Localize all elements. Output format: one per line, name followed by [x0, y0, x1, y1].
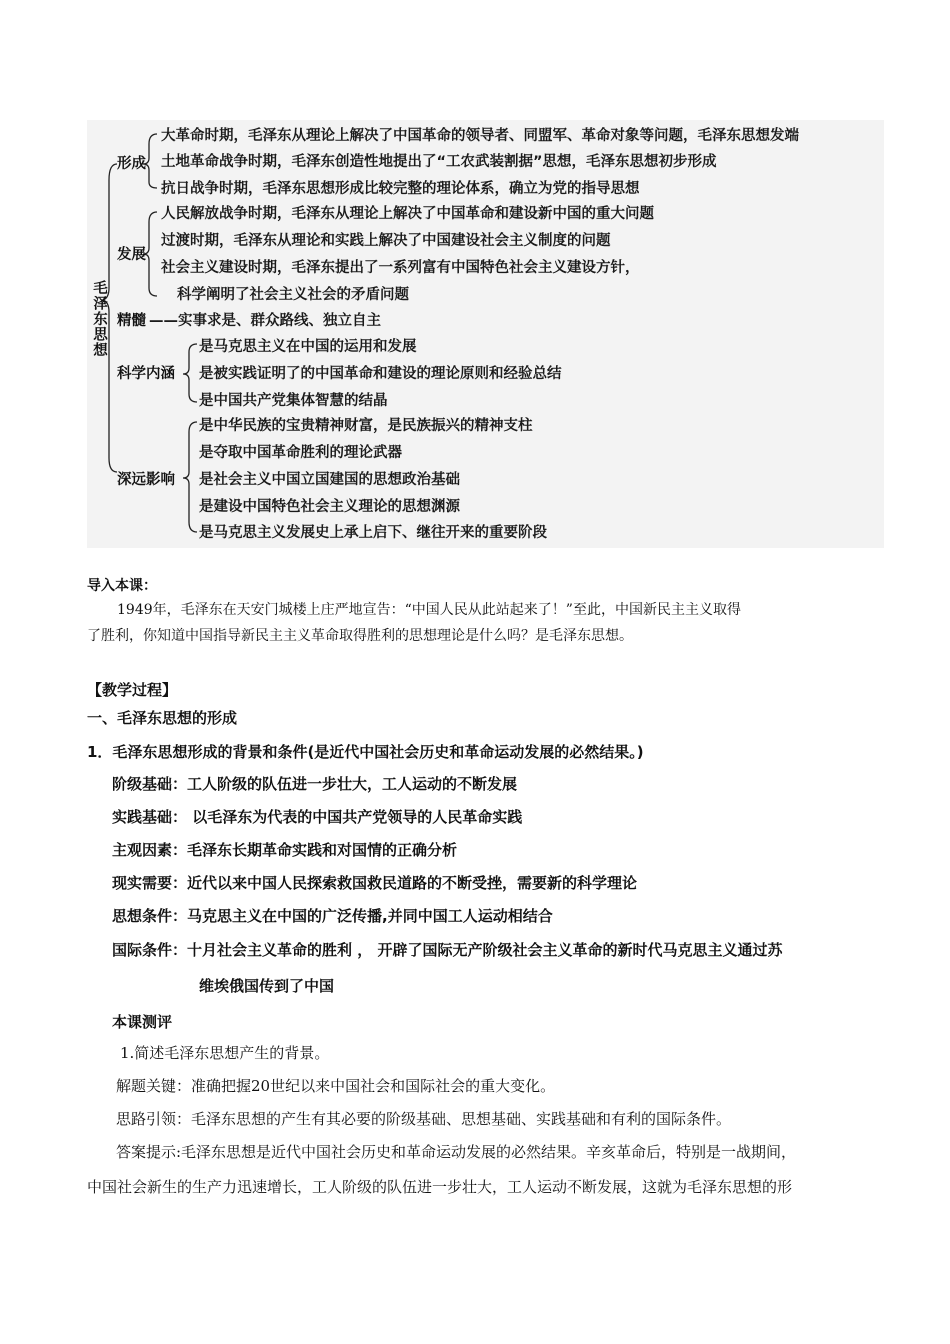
assessment-answer: 中国社会新生的生产力迅速增长，工人阶级的队伍进一步壮大，工人运动不断发展，这就为毛泽东思想的形 [87, 1178, 793, 1196]
influence-item: 是社会主义中国立国建国的思想政治基础 [199, 472, 460, 488]
condition-item: 国际条件：十月社会主义革命的胜利 ， 开辟了国际无产阶级社会主义革命的新时代马克思主义通过苏 [112, 941, 783, 959]
development-item: 过渡时期，毛泽东从理论和实践上解决了中国建设社会主义制度的问题 [161, 233, 611, 249]
intro-heading: 导入本课： [87, 578, 157, 594]
process-heading: 【教学过程】 [87, 681, 178, 699]
condition-item: 主观因素：毛泽东长期革命实践和对国情的正确分析 [112, 841, 458, 859]
essence-text: ——实事求是、群众路线、独立自主 [149, 313, 381, 329]
condition-item: 现实需要：近代以来中国人民探索救国救民道路的不断受挫，需要新的科学理论 [112, 874, 638, 892]
diagram-root-label: 毛泽东思想 [91, 280, 107, 358]
intro-line: 1949年，毛泽东在天安门城楼上庄严地宣告：“中国人民从此站起来了！”至此，中国新民主主义取得 [117, 602, 741, 618]
influence-label: 深远影响 [117, 472, 175, 488]
assessment-heading: 本课测评 [112, 1013, 173, 1031]
formation-item: 抗日战争时期，毛泽东思想形成比较完整的理论体系，确立为党的指导思想 [161, 181, 640, 197]
development-item: 人民解放战争时期，毛泽东从理论上解决了中国革命和建设新中国的重大问题 [161, 206, 654, 222]
influence-item: 是马克思主义发展史上承上启下、继往开来的重要阶段 [199, 525, 547, 541]
assessment-key: 解题关键：准确把握20世纪以来中国社会和国际社会的重大变化。 [116, 1077, 556, 1095]
formation-item: 大革命时期，毛泽东从理论上解决了中国革命的领导者、同盟军、革命对象等问题，毛泽东思想发端 [161, 128, 799, 144]
intro-line: 了胜利，你知道中国指导新民主主义革命取得胜利的思想理论是什么吗？是毛泽东思想。 [87, 628, 633, 644]
development-item: 社会主义建设时期，毛泽东提出了一系列富有中国特色社会主义建设方针， [161, 260, 640, 276]
condition-item: 实践基础： 以毛泽东为代表的中国共产党领导的人民革命实践 [112, 808, 523, 826]
connotation-item: 是被实践证明了的中国革命和建设的理论原则和经验总结 [199, 366, 562, 382]
assessment-guide: 思路引领：毛泽东思想的产生有其必要的阶级基础、思想基础、实践基础和有利的国际条件。 [116, 1110, 732, 1128]
section-heading: 一、毛泽东思想的形成 [87, 709, 238, 727]
formation-item: 土地革命战争时期，毛泽东创造性地提出了“工农武装割据”思想，毛泽东思想初步形成 [161, 154, 717, 170]
development-item: 科学阐明了社会主义社会的矛盾问题 [177, 287, 409, 303]
formation-label: 形成 [117, 156, 146, 172]
connotation-item: 是中国共产党集体智慧的结晶 [199, 393, 388, 409]
connotation-item: 是马克思主义在中国的运用和发展 [199, 339, 417, 355]
condition-item: 思想条件：马克思主义在中国的广泛传播,并同中国工人运动相结合 [112, 907, 553, 925]
assessment-answer: 答案提示:毛泽东思想是近代中国社会历史和革命运动发展的必然结果。辛亥革命后，特别是一战期间， [116, 1143, 797, 1161]
influence-item: 是中华民族的宝贵精神财富，是民族振兴的精神支柱 [199, 418, 533, 434]
condition-item: 阶级基础：工人阶级的队伍进一步壮大，工人运动的不断发展 [112, 775, 518, 793]
condition-continuation: 维埃俄国传到了中国 [199, 977, 335, 995]
assessment-question: 1.简述毛泽东思想产生的背景。 [120, 1044, 330, 1062]
concept-diagram [87, 120, 884, 548]
connotation-label: 科学内涵 [117, 366, 175, 382]
development-label: 发展 [117, 247, 146, 263]
essence-label: 精髓 [117, 313, 146, 329]
influence-item: 是建设中国特色社会主义理论的思想渊源 [199, 499, 460, 515]
point-heading: 1．毛泽东思想形成的背景和条件(是近代中国社会历史和革命运动发展的必然结果。) [87, 743, 644, 761]
influence-item: 是夺取中国革命胜利的理论武器 [199, 445, 402, 461]
